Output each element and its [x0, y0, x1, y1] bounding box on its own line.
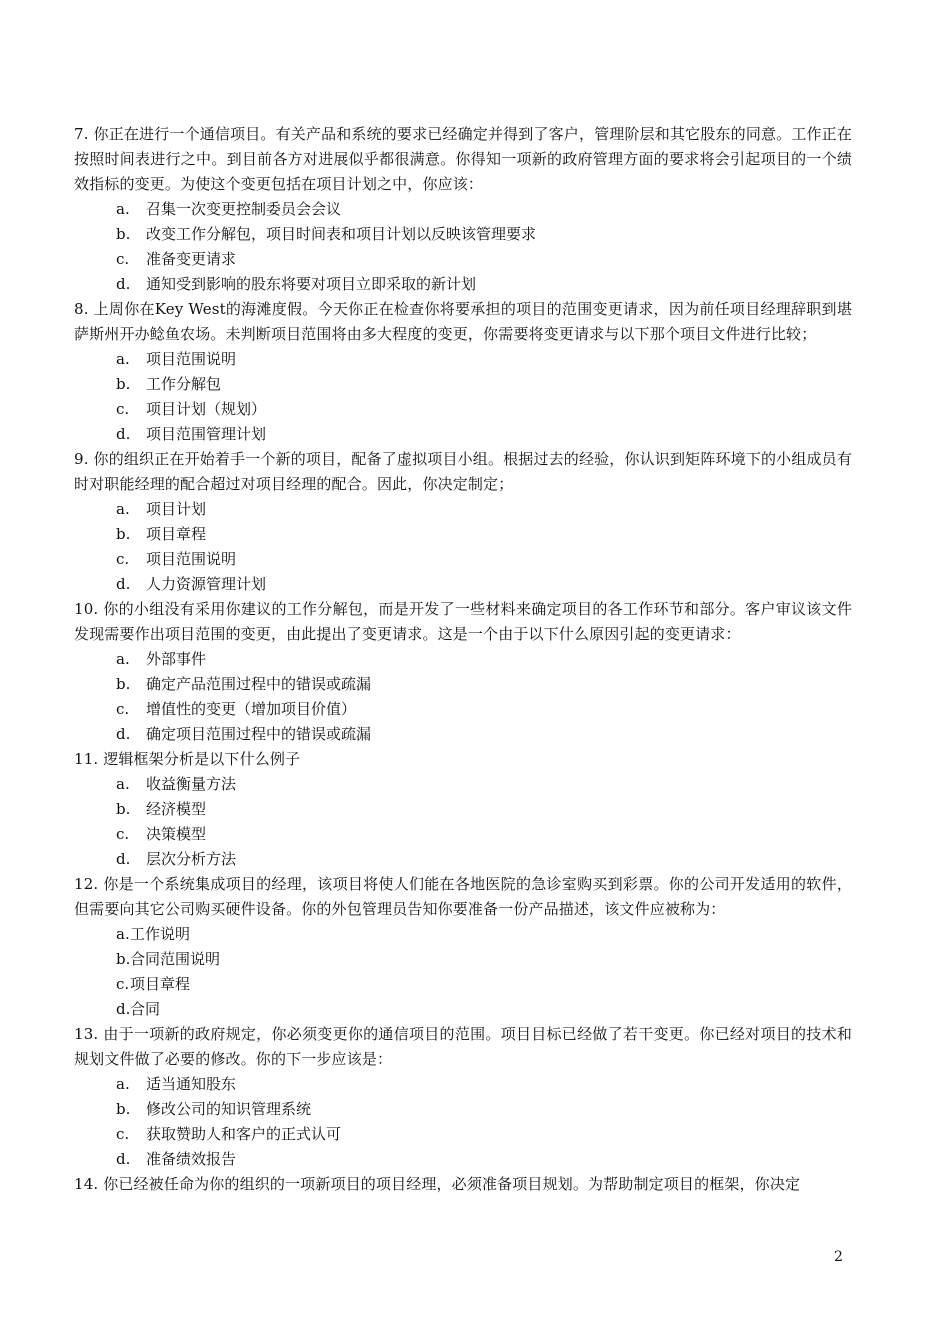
question-item — [74, 122, 852, 297]
option-text: 获取赞助人和客户的正式认可 — [146, 1125, 342, 1143]
option-letter: c. — [116, 700, 130, 718]
option-letter: c. — [116, 550, 130, 568]
answer-option — [74, 772, 852, 797]
question-stem: 12. 你是一个系统集成项目的经理，该项目将使人们能在各地医院的急诊室购买到彩票。你的公司开发适用的软件，但需要向其它公司购买硬件设备。你的外包管理员告知你要准备一份产品描述，该文件应被称为： — [74, 875, 852, 918]
option-text: 修改公司的知识管理系统 — [146, 1100, 312, 1118]
option-text: 准备变更请求 — [146, 250, 237, 268]
answer-options — [74, 1072, 852, 1172]
answer-option — [74, 247, 852, 272]
option-letter: c. — [116, 825, 130, 843]
answer-option — [74, 847, 852, 872]
option-text: 人力资源管理计划 — [146, 575, 267, 593]
answer-option — [74, 697, 852, 722]
question-item — [74, 597, 852, 747]
option-letter: d. — [116, 725, 131, 743]
answer-option — [74, 197, 852, 222]
question-item — [74, 447, 852, 597]
option-letter: b. — [116, 950, 131, 968]
answer-option — [74, 572, 852, 597]
option-text: 收益衡量方法 — [146, 775, 237, 793]
option-letter: a. — [116, 650, 130, 668]
option-letter: a. — [116, 1075, 130, 1093]
answer-option — [74, 722, 852, 747]
question-stem: 10. 你的小组没有采用你建议的工作分解包，而是开发了一些材料来确定项目的各工作环节和部分。客户审议该文件发现需要作出项目范围的变更，由此提出了变更请求。这是一个由于以下什么原因引起的变更请求： — [74, 600, 852, 643]
option-letter: c. — [116, 250, 130, 268]
option-text: 层次分析方法 — [146, 850, 237, 868]
option-letter: a. — [116, 925, 130, 943]
answer-option — [74, 547, 852, 572]
option-text: 确定产品范围过程中的错误或疏漏 — [146, 675, 372, 693]
option-text: 项目范围说明 — [146, 550, 237, 568]
option-letter: c. — [116, 1125, 130, 1143]
answer-option — [74, 1122, 852, 1147]
question-item — [74, 1022, 852, 1172]
option-text: 项目章程 — [130, 975, 191, 993]
answer-options — [74, 197, 852, 297]
answer-option — [74, 972, 852, 997]
option-letter: d. — [116, 850, 131, 868]
option-text: 项目范围说明 — [146, 350, 237, 368]
answer-option — [74, 1097, 852, 1122]
answer-options — [74, 497, 852, 597]
question-stem: 11. 逻辑框架分析是以下什么例子 — [74, 750, 301, 768]
option-text: 工作分解包 — [146, 375, 222, 393]
answer-option — [74, 647, 852, 672]
answer-option — [74, 347, 852, 372]
answer-option — [74, 1147, 852, 1172]
option-letter: b. — [116, 800, 131, 818]
option-letter: d. — [116, 1150, 131, 1168]
option-letter: b. — [116, 375, 131, 393]
option-text: 决策模型 — [146, 825, 207, 843]
answer-option — [74, 372, 852, 397]
answer-option — [74, 797, 852, 822]
option-text: 合同 — [130, 1000, 161, 1018]
answer-options — [74, 347, 852, 447]
option-letter: d. — [116, 275, 131, 293]
option-letter: b. — [116, 525, 131, 543]
option-letter: b. — [116, 225, 131, 243]
question-item — [74, 1172, 852, 1197]
question-stem: 7. 你正在进行一个通信项目。有关产品和系统的要求已经确定并得到了客户，管理阶层和其它股东的同意。工作正在按照时间表进行之中。到目前各方对进展似乎都很满意。你得知一项新的政府管理方面的要求将会引起项目的一个绩效指标的变更。为使这个变更包括在项目计划之中，你应该： — [74, 125, 852, 193]
answer-option — [74, 947, 852, 972]
option-text: 适当通知股东 — [146, 1075, 237, 1093]
option-letter: a. — [116, 350, 130, 368]
question-item — [74, 872, 852, 1022]
option-text: 通知受到影响的股东将要对项目立即采取的新计划 — [146, 275, 477, 293]
answer-options — [74, 922, 852, 1022]
option-text: 项目范围管理计划 — [146, 425, 267, 443]
question-stem: 14. 你已经被任命为你的组织的一项新项目的项目经理，必须准备项目规划。为帮助制定项目的框架，你决定 — [74, 1175, 801, 1193]
option-letter: d. — [116, 575, 131, 593]
question-stem: 8. 上周你在Key West的海滩度假。今天你正在检查你将要承担的项目的范围变更请求，因为前任项目经理辞职到堪萨斯州开办鲶鱼农场。未判断项目范围将由多大程度的变更，你需要将变更请求与以下那个项目文件进行比较； — [74, 300, 852, 343]
answer-option — [74, 397, 852, 422]
option-letter: b. — [116, 1100, 131, 1118]
option-text: 增值性的变更（增加项目价值） — [146, 700, 357, 718]
option-letter: a. — [116, 200, 130, 218]
option-text: 外部事件 — [146, 650, 207, 668]
answer-option — [74, 272, 852, 297]
answer-option — [74, 222, 852, 247]
option-text: 工作说明 — [130, 925, 191, 943]
option-text: 合同范围说明 — [130, 950, 221, 968]
question-stem: 13. 由于一项新的政府规定，你必须变更你的通信项目的范围。项目目标已经做了若干变更。你已经对项目的技术和规划文件做了必要的修改。你的下一步应该是： — [74, 1025, 852, 1068]
question-item — [74, 297, 852, 447]
answer-option — [74, 922, 852, 947]
option-letter: a. — [116, 775, 130, 793]
option-text: 确定项目范围过程中的错误或疏漏 — [146, 725, 372, 743]
question-list — [74, 122, 852, 1197]
answer-option — [74, 672, 852, 697]
answer-option — [74, 822, 852, 847]
option-text: 项目计划 — [146, 500, 207, 518]
answer-option — [74, 422, 852, 447]
question-item — [74, 747, 852, 872]
option-text: 项目章程 — [146, 525, 207, 543]
option-letter: a. — [116, 500, 130, 518]
answer-options — [74, 647, 852, 747]
answer-option — [74, 522, 852, 547]
option-text: 经济模型 — [146, 800, 207, 818]
option-text: 召集一次变更控制委员会会议 — [146, 200, 342, 218]
answer-option — [74, 1072, 852, 1097]
page-number: 2 — [834, 1249, 843, 1265]
option-letter: c. — [116, 400, 130, 418]
option-text: 改变工作分解包，项目时间表和项目计划以反映该管理要求 — [146, 225, 537, 243]
option-letter: d. — [116, 1000, 131, 1018]
answer-option — [74, 497, 852, 522]
answer-option — [74, 997, 852, 1022]
option-letter: c. — [116, 975, 130, 993]
option-text: 准备绩效报告 — [146, 1150, 237, 1168]
option-text: 项目计划（规划） — [146, 400, 267, 418]
option-letter: b. — [116, 675, 131, 693]
question-stem: 9. 你的组织正在开始着手一个新的项目，配备了虚拟项目小组。根据过去的经验，你认识到矩阵环境下的小组成员有时对职能经理的配合超过对项目经理的配合。因此，你决定制定； — [74, 450, 852, 493]
answer-options — [74, 772, 852, 872]
option-letter: d. — [116, 425, 131, 443]
